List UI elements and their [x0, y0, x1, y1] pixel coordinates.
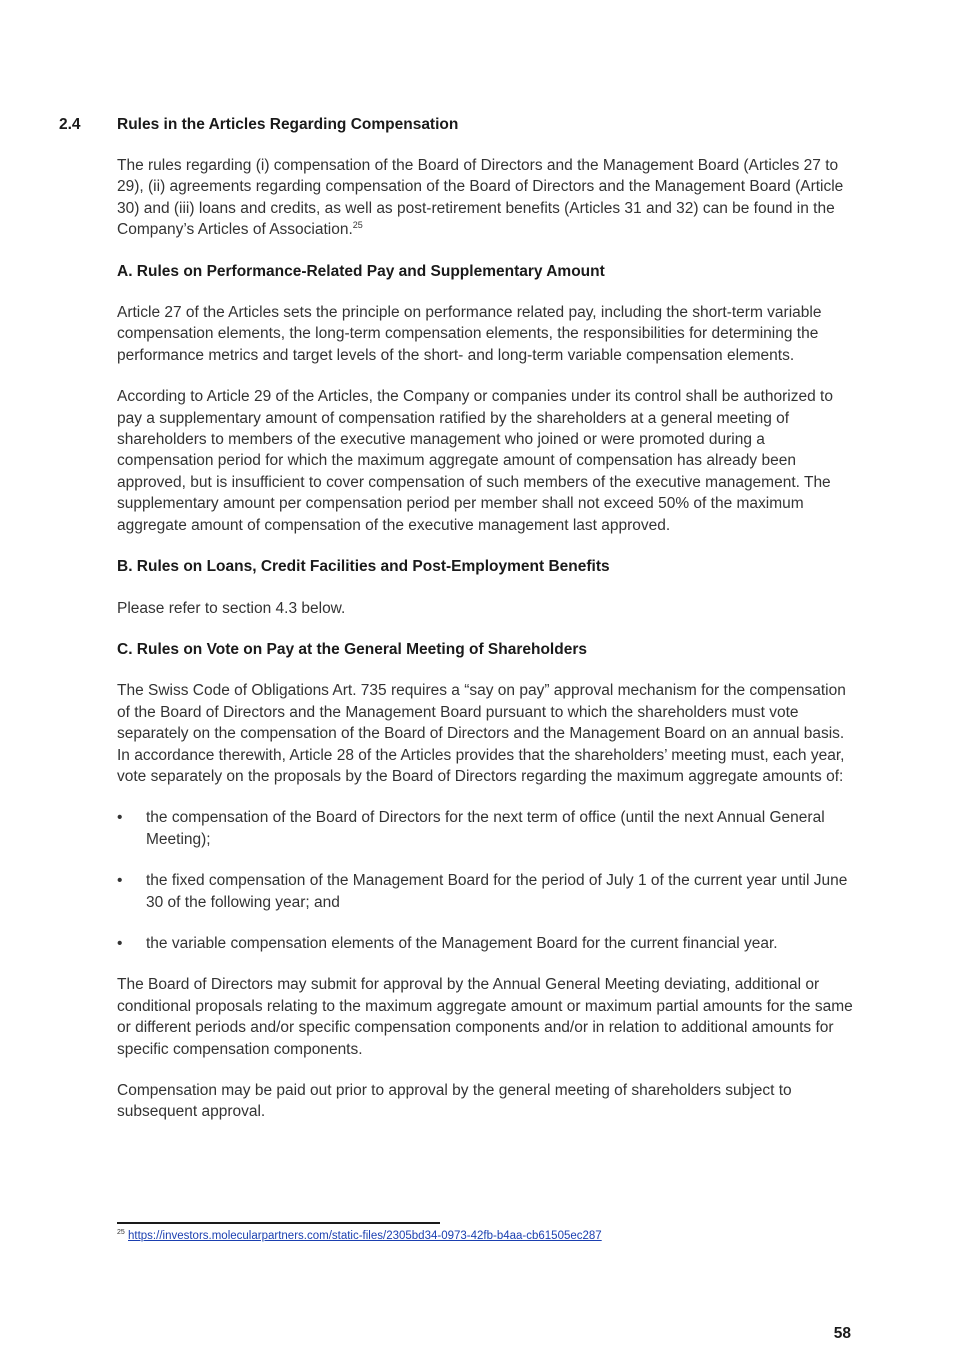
subsection-a-heading: A. Rules on Performance-Related Pay and Supplementary Amount: [117, 262, 605, 280]
paragraph: The Board of Directors may submit for approval by the Annual General Meeting deviating, additional or conditional proposals relating to the maximum aggregate amount or maximum partial amounts for the same or different periods and/or specific compensation components and/or in relation to additional amounts for specific compensation components.: [117, 976, 853, 1058]
paragraph: Article 27 of the Articles sets the principle on performance related pay, including the short-term variable compensation elements, the long-term compensation elements, the responsibilities for determining the performance metrics and target levels of the short- and long-term variable compensation elements.: [117, 304, 822, 364]
footnote-link[interactable]: https://investors.molecularpartners.com/static-files/2305bd34-0973-42fb-b4aa-cb61505ec287: [128, 1230, 602, 1242]
paragraph: Compensation may be paid out prior to approval by the general meeting of shareholders subject to subsequent approval.: [117, 1082, 792, 1121]
list-item: • the variable compensation elements of the Management Board for the current financial year.: [117, 933, 857, 954]
intro-paragraph: The rules regarding (i) compensation of the Board of Directors and the Management Board (Articles 27 to 29), (ii) agreements regarding compensation of the Board of Directors and the Management Board (Article 30) and (iii) loans and credits, as well as post-retirement benefits (Articles 31 and 32) can be found in the Company’s Articles of Association.$^{25}$: [117, 157, 844, 239]
footnote-number: 25: [117, 1229, 125, 1236]
section-heading: [59, 116, 859, 134]
paragraph: According to Article 29 of the Articles, the Company or companies under its control shall be authorized to pay a supplementary amount of compensation ratified by the shareholders at a general meeting of shareholders to members of the executive management who joined or were promoted during a compensation period for which the maximum aggregate amount of compensation has already been approved, but is insufficient to cover compensation of such members of the executive management. The supplementary amount per compensation period per member shall not exceed 50% of the maximum aggregate amount of compensation of the executive management last approved.: [117, 388, 833, 534]
footnote: [117, 1230, 602, 1242]
page-number: 58: [833, 1325, 851, 1342]
subsection-c-heading: C. Rules on Vote on Pay at the General Meeting of Shareholders: [117, 640, 587, 658]
section-title: Rules in the Articles Regarding Compensation: [117, 116, 459, 133]
footnote-ref[interactable]: 25: [352, 220, 363, 231]
bullet-list: [117, 807, 857, 954]
subsection-b-heading: B. Rules on Loans, Credit Facilities and Post-Employment Benefits: [117, 558, 610, 576]
bullet: •: [117, 809, 123, 827]
footnote-divider: [117, 1222, 440, 1224]
section-number: 2.4: [59, 116, 81, 133]
paragraph: The Swiss Code of Obligations Art. 735 requires a “say on pay” approval mechanism for the compensation of the Board of Directors and the Management Board pursuant to which the shareholders must vote separately on the compensation of the Board of Directors and the Management Board on an annual basis. In accordance therewith, Article 28 of the Articles provides that the shareholders’ meeting must, each year, vote separately on the proposals by the Board of Directors regarding the maximum aggregate amounts of:: [117, 682, 846, 785]
bullet: •: [117, 872, 123, 890]
bullet: •: [117, 934, 123, 952]
list-item: • the compensation of the Board of Directors for the next term of office (until the next Annual General Meeting);: [117, 809, 825, 848]
list-item: • the fixed compensation of the Management Board for the period of July 1 of the current year until June 30 of the following year; and: [117, 872, 848, 911]
body-column: [117, 155, 857, 1143]
paragraph: Please refer to section 4.3 below.: [117, 599, 346, 617]
